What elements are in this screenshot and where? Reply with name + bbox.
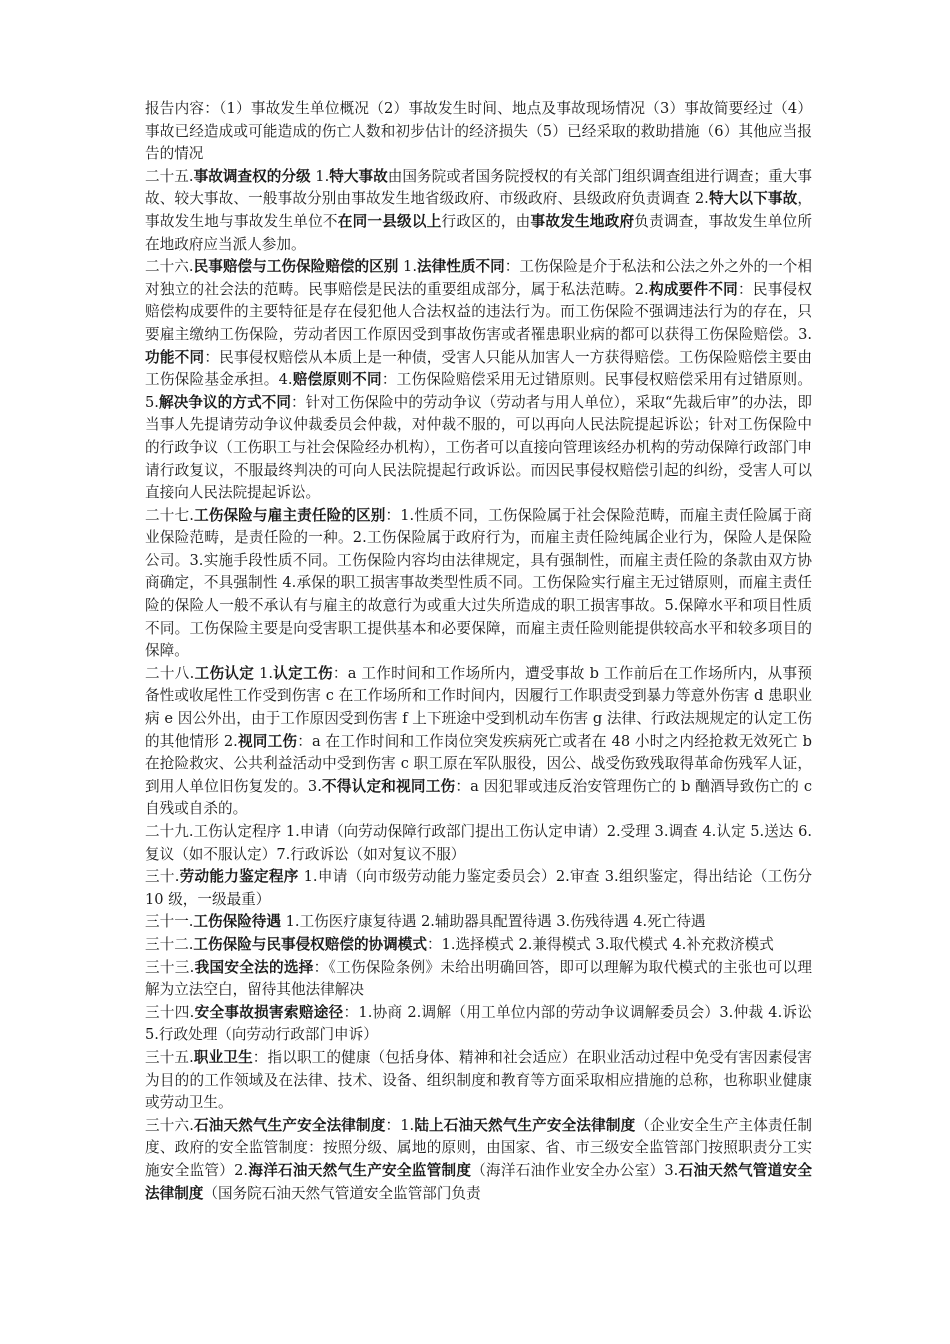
bold-text: 特大以下事故: [708, 190, 798, 208]
text-run: （海洋石油作业安全办公室）3.: [471, 1161, 679, 1179]
text-run: ：a 因犯罪或违反治安管理伤亡的 b 酗酒导致伤亡的 c 自残或自杀的。: [145, 777, 812, 818]
text-run: 行政区的，由: [441, 212, 531, 230]
paragraph: [145, 1047, 812, 1115]
text-run: 三十二.: [145, 935, 194, 953]
text-run: 二十六.: [145, 258, 194, 276]
text-run: 二十五.: [145, 167, 194, 185]
paragraph: [145, 1002, 812, 1047]
text-run: 三十四.: [145, 1003, 195, 1021]
text-run: ：a 工作时间和工作场所内，遭受事故 b 工作前后在工作场所内，从事预备性或收尾性工作受到伤害 c 在工作场所和工作时间内，因履行工作职责受到暴力等意外伤害 d 患职业病 e 因公外出，由于工作原因受到伤害 f 上下班途中受到机动车伤害 g 法律、行政法规规定的认定工伤的其他情形 2.: [145, 664, 812, 750]
text-run: 1.: [398, 258, 417, 276]
text-run: 三十三.: [145, 958, 195, 976]
text-run: 三十五.: [145, 1048, 194, 1066]
bold-text: 不得认定和视同工伤: [321, 777, 456, 795]
text-run: 1.申请（向市级劳动能力鉴定委员会）2.审查 3.组织鉴定，得出结论（工伤分 10 级，一级最重）: [145, 868, 812, 908]
text-run: 三十.: [145, 868, 180, 886]
text-run: 报告内容：（1）事故发生单位概况（2）事故发生时间、地点及事故现场情况（3）事故简要经过（4）事故已经造成或可能造成的伤亡人数和初步估计的经济损失（5）已经采取的救助措施（6）其他应当报告的情况: [145, 100, 812, 163]
paragraph: [145, 911, 812, 934]
text-run: 二十八.: [145, 664, 195, 682]
bold-text: 工伤认定: [194, 664, 255, 682]
paragraph: [145, 505, 812, 663]
bold-text: 特大事故: [329, 167, 388, 185]
text-run: ，事故发生地与事故发生单位不: [145, 190, 812, 230]
text-run: 三十六.: [145, 1116, 194, 1134]
paragraph: [145, 821, 812, 866]
text-run: ：工伤保险是介于私法和公法之外之外的一个相对独立的社会法的范畴。民事赔偿是民法的重要组成部分，属于私法范畴。2.: [145, 258, 812, 298]
text-run: 负责调查，事故发生单位所在地政府应当派人参加。: [145, 212, 812, 253]
bold-text: 事故调查权的分级: [193, 167, 311, 185]
text-run: （企业安全生产主体责任制度、政府的安全监管制度：按照分级、属地的原则，由国家、省、市三级安全监管部门按照职责分工实施安全监管）2.: [145, 1116, 812, 1179]
text-run: ：1.协商 2.调解（用工单位内部的劳动争议调解委员会）3.仲裁 4.诉讼 5.行政处理（向劳动行政部门申诉）: [145, 1003, 812, 1044]
bold-text: 赔偿原则不同: [292, 371, 382, 389]
text-run: ：1.性质不同，工伤保险属于社会保险范畴，而雇主责任险属于商业保险范畴，是责任险的一种。2.工伤保险属于政府行为，而雇主责任险纯属企业行为，保险人是保险公司。3.实施手段性质不同。工伤保险内容均由法律规定，具有强制性，而雇主责任险的条款由双方协商确定，不具强制性 4.承保的职工损害事故类型性质不同。工伤保险实行雇主无过错原则，而雇主责任险的保险人一般不承认有与雇主的故意行为或重大过失所造成的职工损害事故。5.保障水平和项目性质不同。工伤保险主要是向受害职工提供基本和必要保障，而雇主责任险则能提供较高水平和较多项目的保障。: [145, 506, 812, 660]
text-run: ：指以职工的健康（包括身体、精神和社会适应）在职业活动过程中免受有害因素侵害为目的的工作领域及在法律、技术、设备、组织制度和教育等方面采取相应措施的总称，也称职业健康或劳动卫生。: [145, 1048, 812, 1112]
bold-text: 海洋石油天然气生产安全监管制度: [248, 1161, 472, 1179]
bold-text: 工伤保险与民事侵权赔偿的协调模式: [193, 935, 427, 953]
text-run: 二十七.: [145, 506, 194, 524]
paragraph: [145, 1115, 812, 1205]
bold-text: 法律性质不同: [416, 258, 505, 276]
bold-text: 构成要件不同: [648, 280, 739, 298]
text-run: ：针对工伤保险中的劳动争议（劳动者与用人单位），采取“先裁后审”的办法，即当事人先提请劳动争议仲裁委员会仲裁，对仲裁不服的，可以再向人民法院提起诉讼；针对工伤保险中的行政争议（工伤职工与社会保险经办机构），工伤者可以直接向管理该经办机构的劳动保障行政部门申请行政复议，不服最终判决的可向人民法院提起行政诉讼。而因民事侵权赔偿引起的纠纷，受害人可以直接向人民法院提起诉讼。: [145, 393, 812, 502]
text-run: ：1.选择模式 2.兼得模式 3.取代模式 4.补充救济模式: [426, 935, 774, 953]
paragraph: [145, 957, 812, 1002]
bold-text: 民事赔偿与工伤保险赔偿的区别: [193, 258, 399, 276]
paragraph: [145, 934, 812, 957]
paragraph: [145, 98, 812, 166]
bold-text: 认定工伤: [273, 664, 333, 682]
text-run: 1.: [254, 664, 273, 682]
text-run: 二十九.工伤认定程序 1.申请（向劳动保障行政部门提出工伤认定申请）2.受理 3.调查 4.认定 5.送达 6.复议（如不服认定）7.行政诉讼（如对复议不服）: [145, 823, 812, 863]
text-run: ：民事侵权赔偿构成要件的主要特征是存在侵犯他人合法权益的违法行为。而工伤保险不强调违法行为的存在，只要雇主缴纳工伤保险，劳动者因工作原因受到事故伤害或者罹患职业病的都可以获得工伤保险赔偿。3.: [145, 280, 812, 343]
bold-text: 功能不同: [145, 348, 205, 366]
text-run: 三十一.: [145, 913, 194, 931]
bold-text: 石油天然气生产安全法律制度: [193, 1116, 386, 1134]
text-run: ：民事侵权赔偿从本质上是一种债，受害人只能从加害人一方获得赔偿。工伤保险赔偿主要由工伤保险基金承担。4.: [145, 348, 812, 389]
text-run: ：1.: [385, 1116, 415, 1134]
bold-text: 石油天然气管道安全法律制度: [145, 1161, 812, 1202]
document-page: [145, 98, 812, 1205]
text-run: ：a 在工作时间和工作岗位突发疾病死亡或者在 48 小时之内经抢救无效死亡 b 在抢险救灾、公共利益活动中受到伤害 c 职工原在军队服役，因公、战受伤致残取得革命伤残军人证，到用人单位旧伤复发的。3.: [145, 732, 812, 795]
bold-text: 安全事故损害索赔途径: [194, 1003, 344, 1021]
text-run: 由国务院或者国务院授权的有关部门组织调查组进行调查；重大事故、较大事故、一般事故分别由事故发生地省级政府、市级政府、县级政府负责调查 2.: [145, 167, 812, 208]
bold-text: 劳动能力鉴定程序: [179, 868, 299, 886]
text-run: 1.工伤医疗康复待遇 2.辅助器具配置待遇 3.伤残待遇 4.死亡待遇: [281, 913, 706, 931]
bold-text: 工伤保险待遇: [193, 913, 281, 931]
text-run: （国务院石油天然气管道安全监管部门负责: [203, 1184, 481, 1202]
paragraph: [145, 663, 812, 821]
bold-text: 工伤保险与雇主责任险的区别: [193, 506, 386, 524]
bold-text: 陆上石油天然气生产安全法律制度: [414, 1116, 636, 1134]
paragraph: [145, 256, 812, 505]
text-run: ：《工伤保险条例》未给出明确回答，即可以理解为取代模式的主张也可以理解为立法空白，留待其他法律解决: [145, 958, 813, 999]
paragraph: [145, 866, 812, 911]
bold-text: 解决争议的方式不同: [158, 393, 291, 411]
bold-text: 视同工伤: [237, 732, 298, 750]
bold-text: 职业卫生: [193, 1048, 253, 1066]
bold-text: 事故发生地政府: [530, 212, 635, 230]
text-run: ：工伤保险赔偿采用无过错原则。民事侵权赔偿采用有过错原则。5.: [145, 371, 812, 411]
bold-text: 我国安全法的选择: [194, 958, 314, 976]
text-run: 1.: [310, 167, 330, 185]
bold-text: 在同一县级以上: [337, 212, 442, 230]
paragraph: [145, 166, 812, 256]
